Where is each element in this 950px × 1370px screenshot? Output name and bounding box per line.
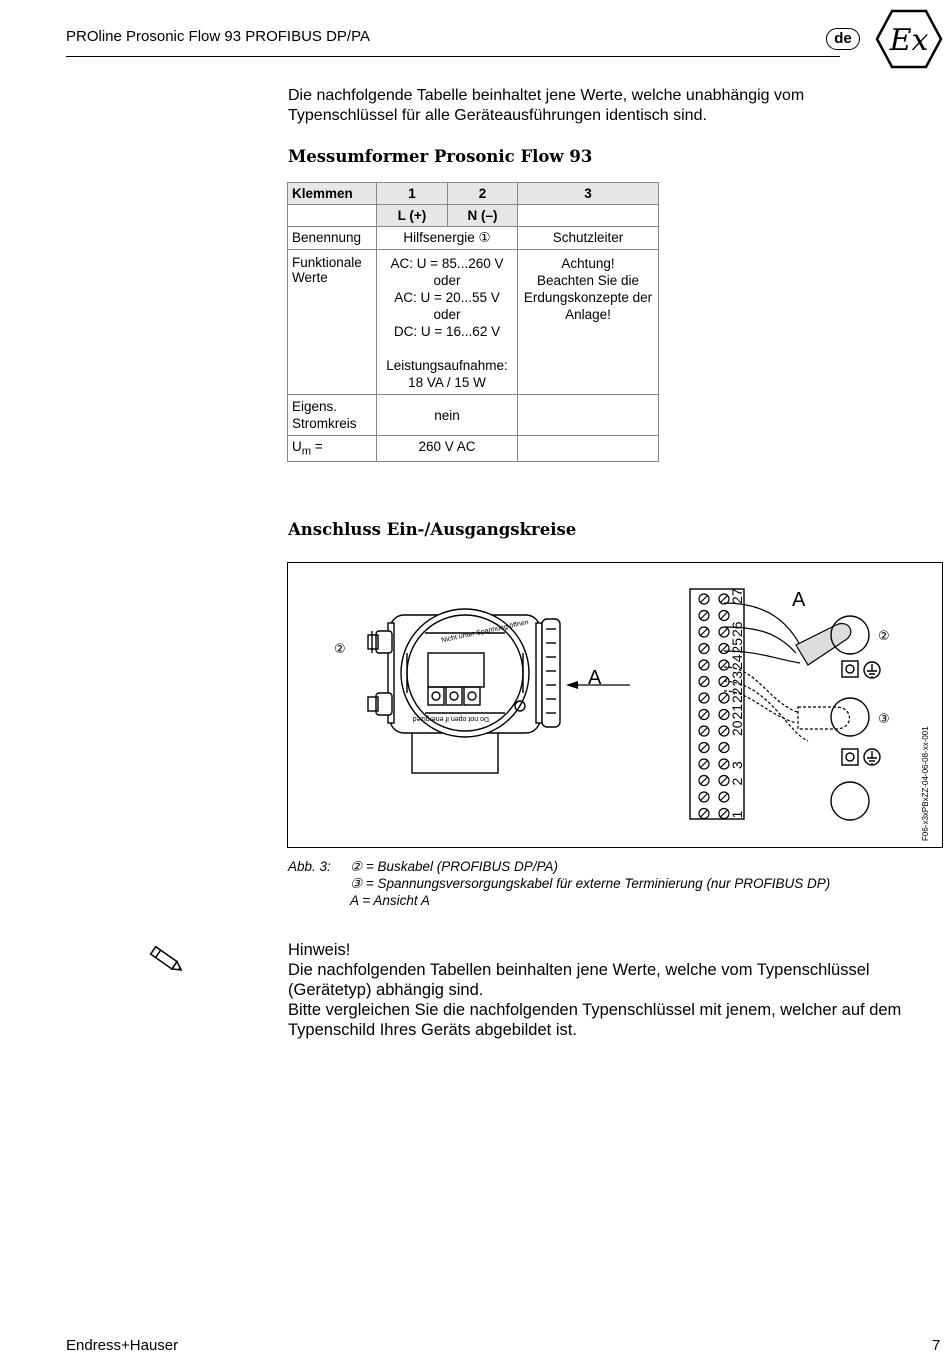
table-col-2: 2 [448,183,518,205]
figure-code: F06-x3xPBxZZ-04-06-08-xx-001 [921,726,930,841]
table-sub-2: N (–) [448,205,518,227]
marker-2-right: ② [878,629,890,644]
intro-paragraph: Die nachfolgende Tabelle beinhaltet jene Werte, welche unabhängig vom Typenschlüssel für alle Geräteausführungen identisch sind. [288,87,805,124]
voltage-line: DC: U = 16...62 V [393,324,501,339]
warning-line: Anlage! [565,307,611,322]
voltage-line: oder [433,273,461,288]
hint-line-1: Die nachfolgenden Tabellen beinhalten jene Werte, welche vom Typenschlüssel (Gerätetyp) abhängig sind. [288,961,870,999]
view-arrow-icon [566,681,578,689]
lid-text-bottom: Do not open if energized [412,715,489,722]
terminal-number: 22 [729,687,745,703]
page-header-title: PROline Prosonic Flow 93 PROFIBUS DP/PA [66,28,370,45]
ex-mark-text: Ex [889,23,929,58]
terminal-number: 24 [729,654,745,670]
terminal-table [287,182,659,462]
terminal-number: 20 [729,720,745,736]
cell-hilfsenergie: Hilfsenergie ① [377,227,518,250]
marker-3-right: ③ [878,712,890,727]
table-row [288,436,659,462]
cell-260vac: 260 V AC [377,436,518,462]
figure-caption-line-2: ③ = Spannungsversorgungskabel für externe Terminierung (nur PROFIBUS DP) [350,876,831,891]
row-label-um: $U_m$ = [288,436,377,462]
cell-schutzleiter: Schutzleiter [518,227,659,250]
table-col-1: 1 [377,183,448,205]
lid-text-top: Nicht unter Spannung öffnen [440,618,530,645]
hint-title: Hinweis! [288,941,351,959]
ex-hexagon-icon [874,8,944,70]
table-header-row [288,183,659,205]
hint-line-2: Bitte vergleichen Sie die nachfolgenden Typenschlüssel mit jenem, welcher auf dem Typenschild Ihres Geräts abgebildet ist. [288,1001,902,1039]
power-line: 18 VA / 15 W [408,375,486,390]
terminal-number: 27 [729,588,745,604]
table-row [288,395,659,436]
marker-2-left: ② [334,642,346,657]
figure-caption-line-1: ② = Buskabel (PROFIBUS DP/PA) [350,859,559,874]
power-line: Leistungsaufnahme: [386,358,508,373]
view-label-right: A [792,589,806,611]
header-rule [66,56,840,57]
terminal-number: 23 [729,670,745,687]
warning-line: Erdungskonzepte der [523,290,653,305]
row-label-funktionale-werte: Funktionale Werte [288,250,377,395]
voltage-line: AC: U = 20...55 V [394,290,500,305]
pencil-note-icon [146,942,186,978]
table-head-label: Klemmen [288,183,377,205]
section-title-transmitter: Messumformer Prosonic Flow 93 [288,147,593,166]
connection-diagram [287,562,943,848]
terminal-numbers [729,588,745,818]
warning-line: Achtung! [561,256,615,271]
terminal-number: 3 [729,761,745,769]
table-row [288,227,659,250]
footer-brand: Endress+Hauser [66,1337,179,1354]
view-label-left: A [588,667,602,689]
row-label-benennung: Benennung [288,227,377,250]
section-title-connection: Anschluss Ein-/Ausgangskreise [288,520,577,539]
language-badge: de [826,28,860,50]
cell-nein: nein [377,395,518,436]
page-number: 7 [932,1337,941,1354]
terminal-number: 21 [729,703,745,720]
table-sub-1: L (+) [377,205,448,227]
figure-caption-label: Abb. 3: [288,859,331,874]
terminal-number: 26 [729,621,745,637]
terminal-number: 25 [729,637,745,654]
warning-line: Beachten Sie die [536,273,640,288]
voltage-line: AC: U = 85...260 V [390,256,504,271]
table-subheader-row [288,205,659,227]
voltage-line: oder [433,307,461,322]
row-label-eigens-stromkreis: Eigens. Stromkreis [288,395,377,436]
wiring-diagram-graphic [288,563,942,847]
terminal-number: 2 [729,777,745,786]
figure-caption-line-3: A = Ansicht A [350,893,430,908]
table-row [288,250,659,395]
hint-block [288,940,928,1040]
terminal-number: 1 [729,810,745,819]
table-col-3: 3 [518,183,659,205]
